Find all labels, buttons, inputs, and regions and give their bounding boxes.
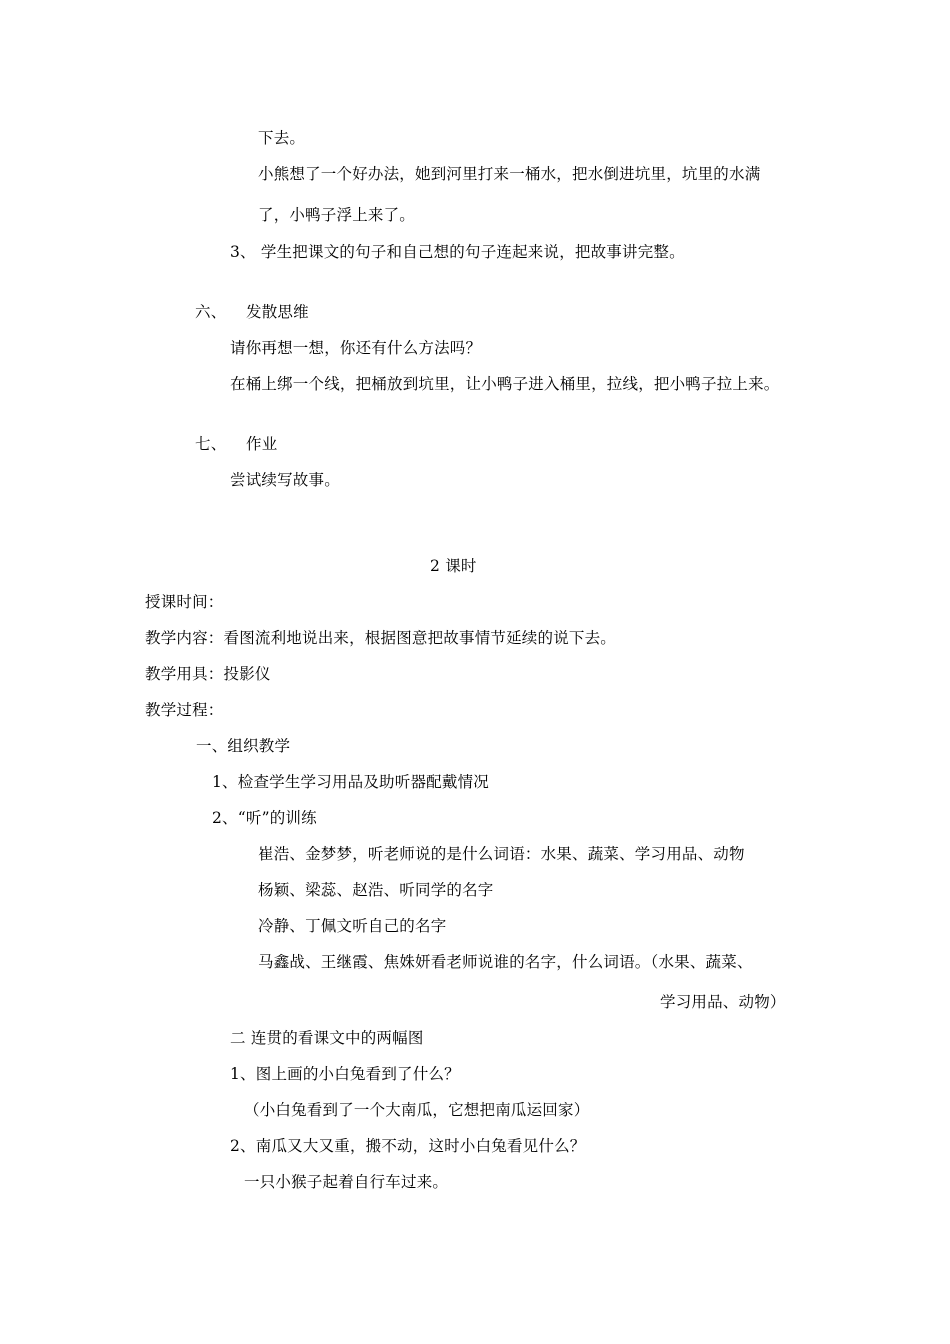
- section-number: 六、: [195, 303, 227, 321]
- field-line: 教学过程：: [145, 701, 224, 719]
- paragraph-line: 小熊想了一个好办法，她到河里打来一桶水，把水倒进坑里，坑里的水满: [258, 165, 761, 183]
- list-item: 2、南瓜又大又重，搬不动，这时小白兔看见什么？: [230, 1137, 586, 1155]
- list-item: 3、 学生把课文的句子和自己想的句子连起来说，把故事讲完整。: [230, 243, 685, 261]
- paragraph-line: 了，小鸭子浮上来了。: [258, 206, 416, 224]
- paragraph-line: 学习用品、动物）: [660, 993, 786, 1011]
- paragraph-line: 一只小猴子起着自行车过来。: [244, 1173, 449, 1191]
- list-item: 2、“听”的训练: [212, 809, 317, 827]
- field-line: 教学用具：投影仪: [145, 665, 271, 683]
- paragraph-line: 下去。: [258, 129, 306, 147]
- list-item: 1、图上画的小白兔看到了什么？: [230, 1065, 460, 1083]
- paragraph-line: 请你再想一想，你还有什么方法吗？: [230, 339, 482, 357]
- paragraph-line: 尝试续写故事。: [230, 471, 340, 489]
- paragraph-line: 马鑫战、王继霞、焦姝妍看老师说谁的名字，什么词语。（水果、蔬菜、: [258, 953, 753, 971]
- paragraph-line: 杨颖、梁蕊、赵浩、听同学的名字: [258, 881, 494, 899]
- paragraph-line: （小白兔看到了一个大南瓜，它想把南瓜运回家）: [244, 1101, 590, 1119]
- list-item: 1、检查学生学习用品及助听器配戴情况: [212, 773, 489, 791]
- paragraph-line: 冷静、丁佩文听自己的名字: [258, 917, 447, 935]
- section-heading: 一、组织教学: [196, 737, 291, 755]
- paragraph-line: 崔浩、金梦梦，听老师说的是什么词语：水果、蔬菜、学习用品、动物: [258, 845, 745, 863]
- lesson-title: 2 课时: [430, 557, 477, 575]
- field-line: 授课时间：: [145, 593, 224, 611]
- section-heading: 作业: [246, 435, 278, 453]
- section-number: 七、: [195, 435, 227, 453]
- paragraph-line: 在桶上绑一个线，把桶放到坑里，让小鸭子进入桶里，拉线，把小鸭子拉上来。: [230, 375, 780, 393]
- section-heading: 发散思维: [246, 303, 309, 321]
- section-heading: 二 连贯的看课文中的两幅图: [230, 1029, 424, 1047]
- field-line: 教学内容：看图流利地说出来，根据图意把故事情节延续的说下去。: [145, 629, 617, 647]
